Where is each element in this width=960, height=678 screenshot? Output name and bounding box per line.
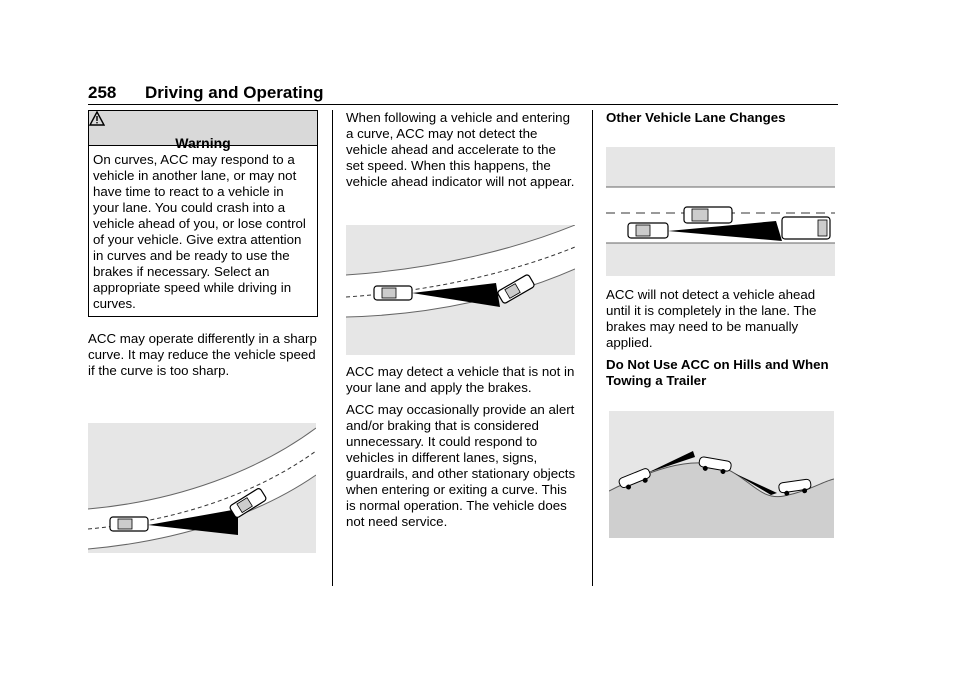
truck-icon: [782, 217, 830, 239]
own-vehicle-icon: [628, 223, 668, 238]
page-number: 258: [88, 83, 117, 102]
illustration-sharp-curve: [88, 423, 316, 553]
header-rule: [88, 104, 838, 105]
page-header: [88, 83, 838, 105]
warning-text: On curves, ACC may respond to a vehicle in another lane, or may not have time to react to a vehicle in your lane. You could crash into a vehicle ahead of you, or lose control of your vehicle. Give extra attention in curves and be ready to use the brakes if necessary. Select an appropriate speed while driving in curves.: [93, 152, 306, 311]
col3-heading-2: Do Not Use ACC on Hills and When Towing a Trailer: [606, 357, 829, 388]
col2-paragraph-1: When following a vehicle and entering a curve, ACC may not detect the vehicle ahead and accelerate to the set speed. When this happens, the vehicle ahead indicator will not appear.: [346, 110, 575, 189]
own-vehicle-icon: [110, 517, 148, 531]
col3-paragraph-1: ACC will not detect a vehicle ahead until it is completely in the lane. The brakes may need to be manually applied.: [606, 287, 817, 350]
own-vehicle-icon: [374, 286, 412, 300]
warning-title: Warning: [175, 135, 231, 151]
column-divider-1: [332, 110, 333, 586]
warning-triangle-icon: [89, 111, 105, 126]
illustration-lane-change: [606, 147, 835, 276]
column-3: [606, 110, 836, 126]
column-divider-2: [592, 110, 593, 586]
column-2: [346, 110, 576, 190]
section-title: Driving and Operating: [145, 83, 324, 102]
merging-vehicle-icon: [684, 207, 732, 223]
illustration-hills: [609, 411, 834, 538]
column-1: [88, 110, 318, 379]
column-2-lower: [346, 364, 576, 530]
column-3-lower: [606, 287, 836, 389]
col1-paragraph: ACC may operate differently in a sharp curve. It may reduce the vehicle speed if the curve is too sharp.: [88, 331, 317, 378]
warning-box: [88, 110, 318, 317]
col3-heading-1: Other Vehicle Lane Changes: [606, 110, 786, 125]
warning-header: [89, 111, 317, 151]
illustration-curve-not-detected: [346, 225, 575, 355]
col2-paragraph-3: ACC may occasionally provide an alert and/or braking that is considered unnecessary. It could respond to vehicles in different lanes, signs, guardrails, and other stationary objects when entering or exiting a curve. This is normal operation. The vehicle does not need service.: [346, 402, 576, 529]
col2-paragraph-2: ACC may detect a vehicle that is not in your lane and apply the brakes.: [346, 364, 575, 395]
